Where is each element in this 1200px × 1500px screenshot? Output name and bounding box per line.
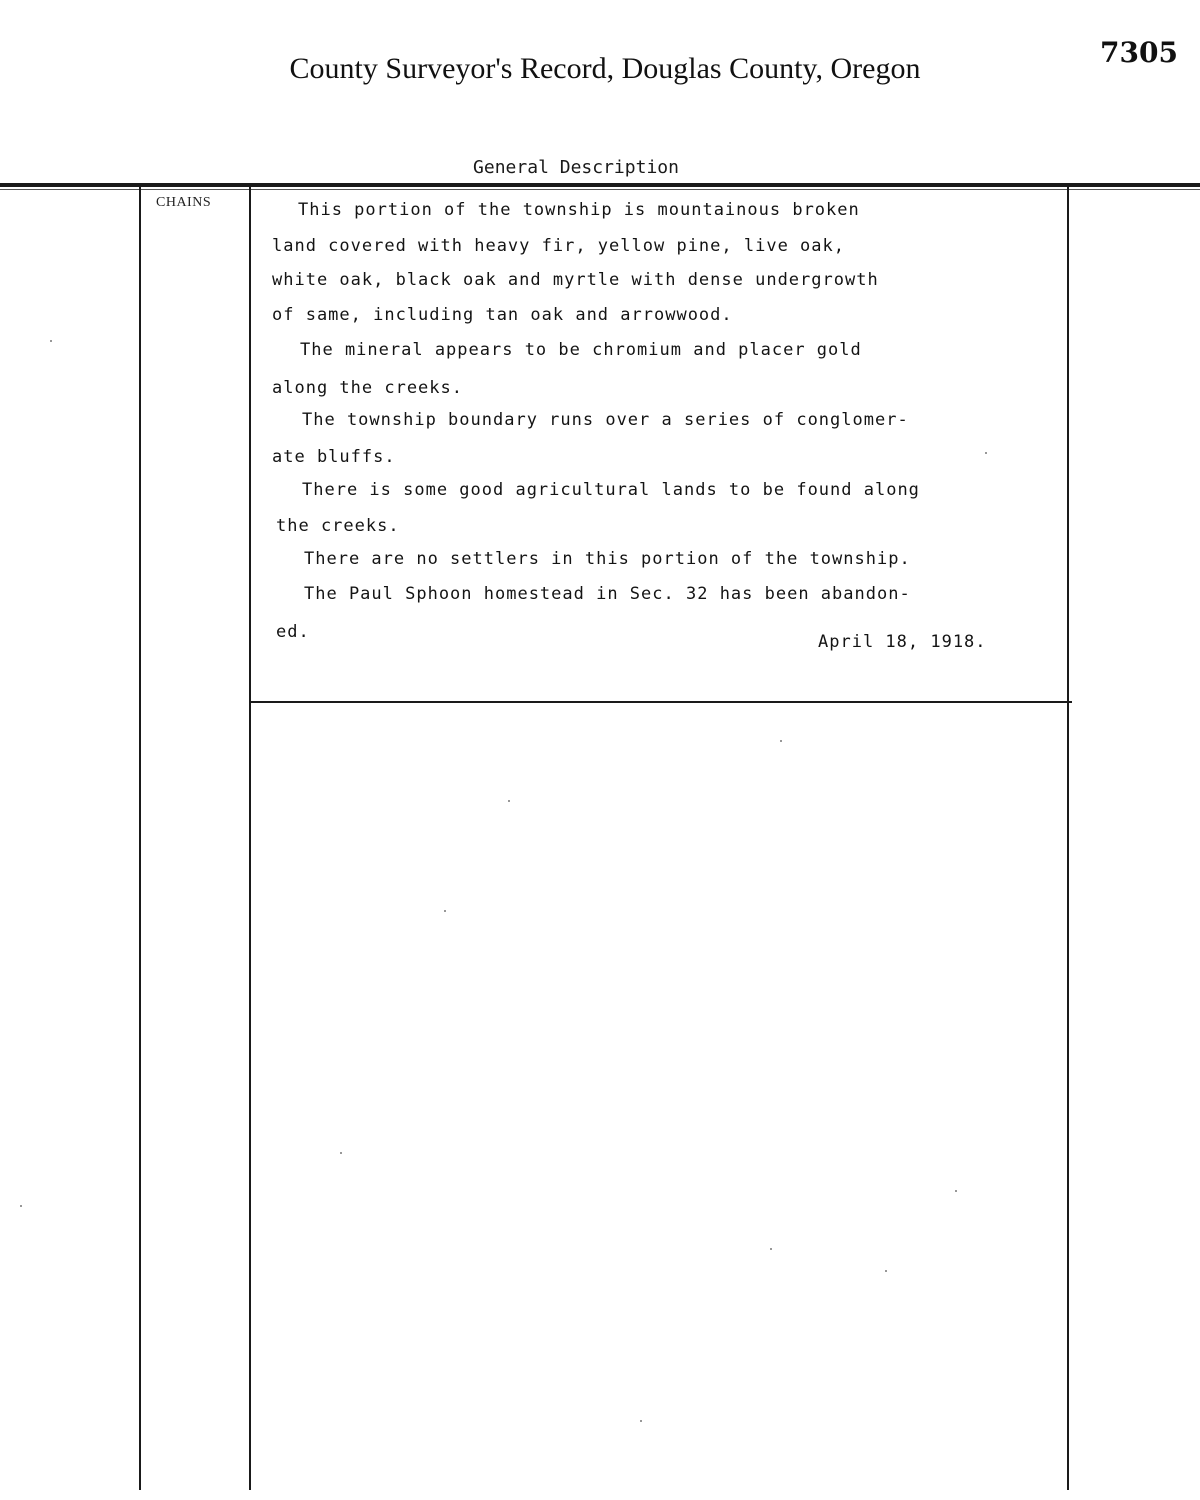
scan-speck — [444, 910, 446, 912]
scan-speck — [885, 1270, 887, 1272]
page-number: 7305 — [1100, 36, 1178, 69]
scan-speck — [640, 1420, 642, 1422]
scan-speck — [20, 1205, 22, 1207]
description-line: white oak, black oak and myrtle with dense undergrowth — [272, 270, 879, 290]
description-line: the creeks. — [276, 516, 400, 536]
description-line: ate bluffs. — [272, 447, 396, 467]
column-divider-left — [139, 186, 141, 1490]
description-line: The Paul Sphoon homestead in Sec. 32 has been abandon- — [304, 584, 911, 604]
column-divider-right — [1067, 186, 1069, 1490]
description-line: This portion of the township is mountainous broken — [298, 200, 860, 220]
top-rule-thin — [0, 189, 1200, 190]
description-box-bottom-rule — [249, 701, 1072, 703]
description-line: ed. — [276, 622, 310, 642]
description-line: of same, including tan oak and arrowwood. — [272, 305, 733, 325]
scan-speck — [780, 740, 782, 742]
description-line: land covered with heavy fir, yellow pine, live oak, — [272, 236, 845, 256]
column-divider-middle — [249, 186, 251, 1490]
scan-speck — [50, 340, 52, 342]
record-header-title: County Surveyor's Record, Douglas County, Oregon — [289, 52, 921, 85]
chains-column-label: CHAINS — [156, 195, 212, 210]
description-line: The mineral appears to be chromium and placer gold — [300, 340, 862, 360]
description-line: There is some good agricultural lands to be found along — [302, 480, 920, 500]
scan-speck — [508, 800, 510, 802]
signature-date: April 18, 1918. — [818, 632, 987, 652]
scan-speck — [340, 1152, 342, 1154]
top-rule — [0, 183, 1200, 187]
scan-speck — [955, 1190, 957, 1192]
scan-speck — [985, 452, 987, 454]
section-title: General Description — [473, 157, 679, 178]
description-line: There are no settlers in this portion of the township. — [304, 549, 911, 569]
scan-speck — [770, 1248, 772, 1250]
description-line: The township boundary runs over a series of conglomer- — [302, 410, 909, 430]
description-line: along the creeks. — [272, 378, 463, 398]
